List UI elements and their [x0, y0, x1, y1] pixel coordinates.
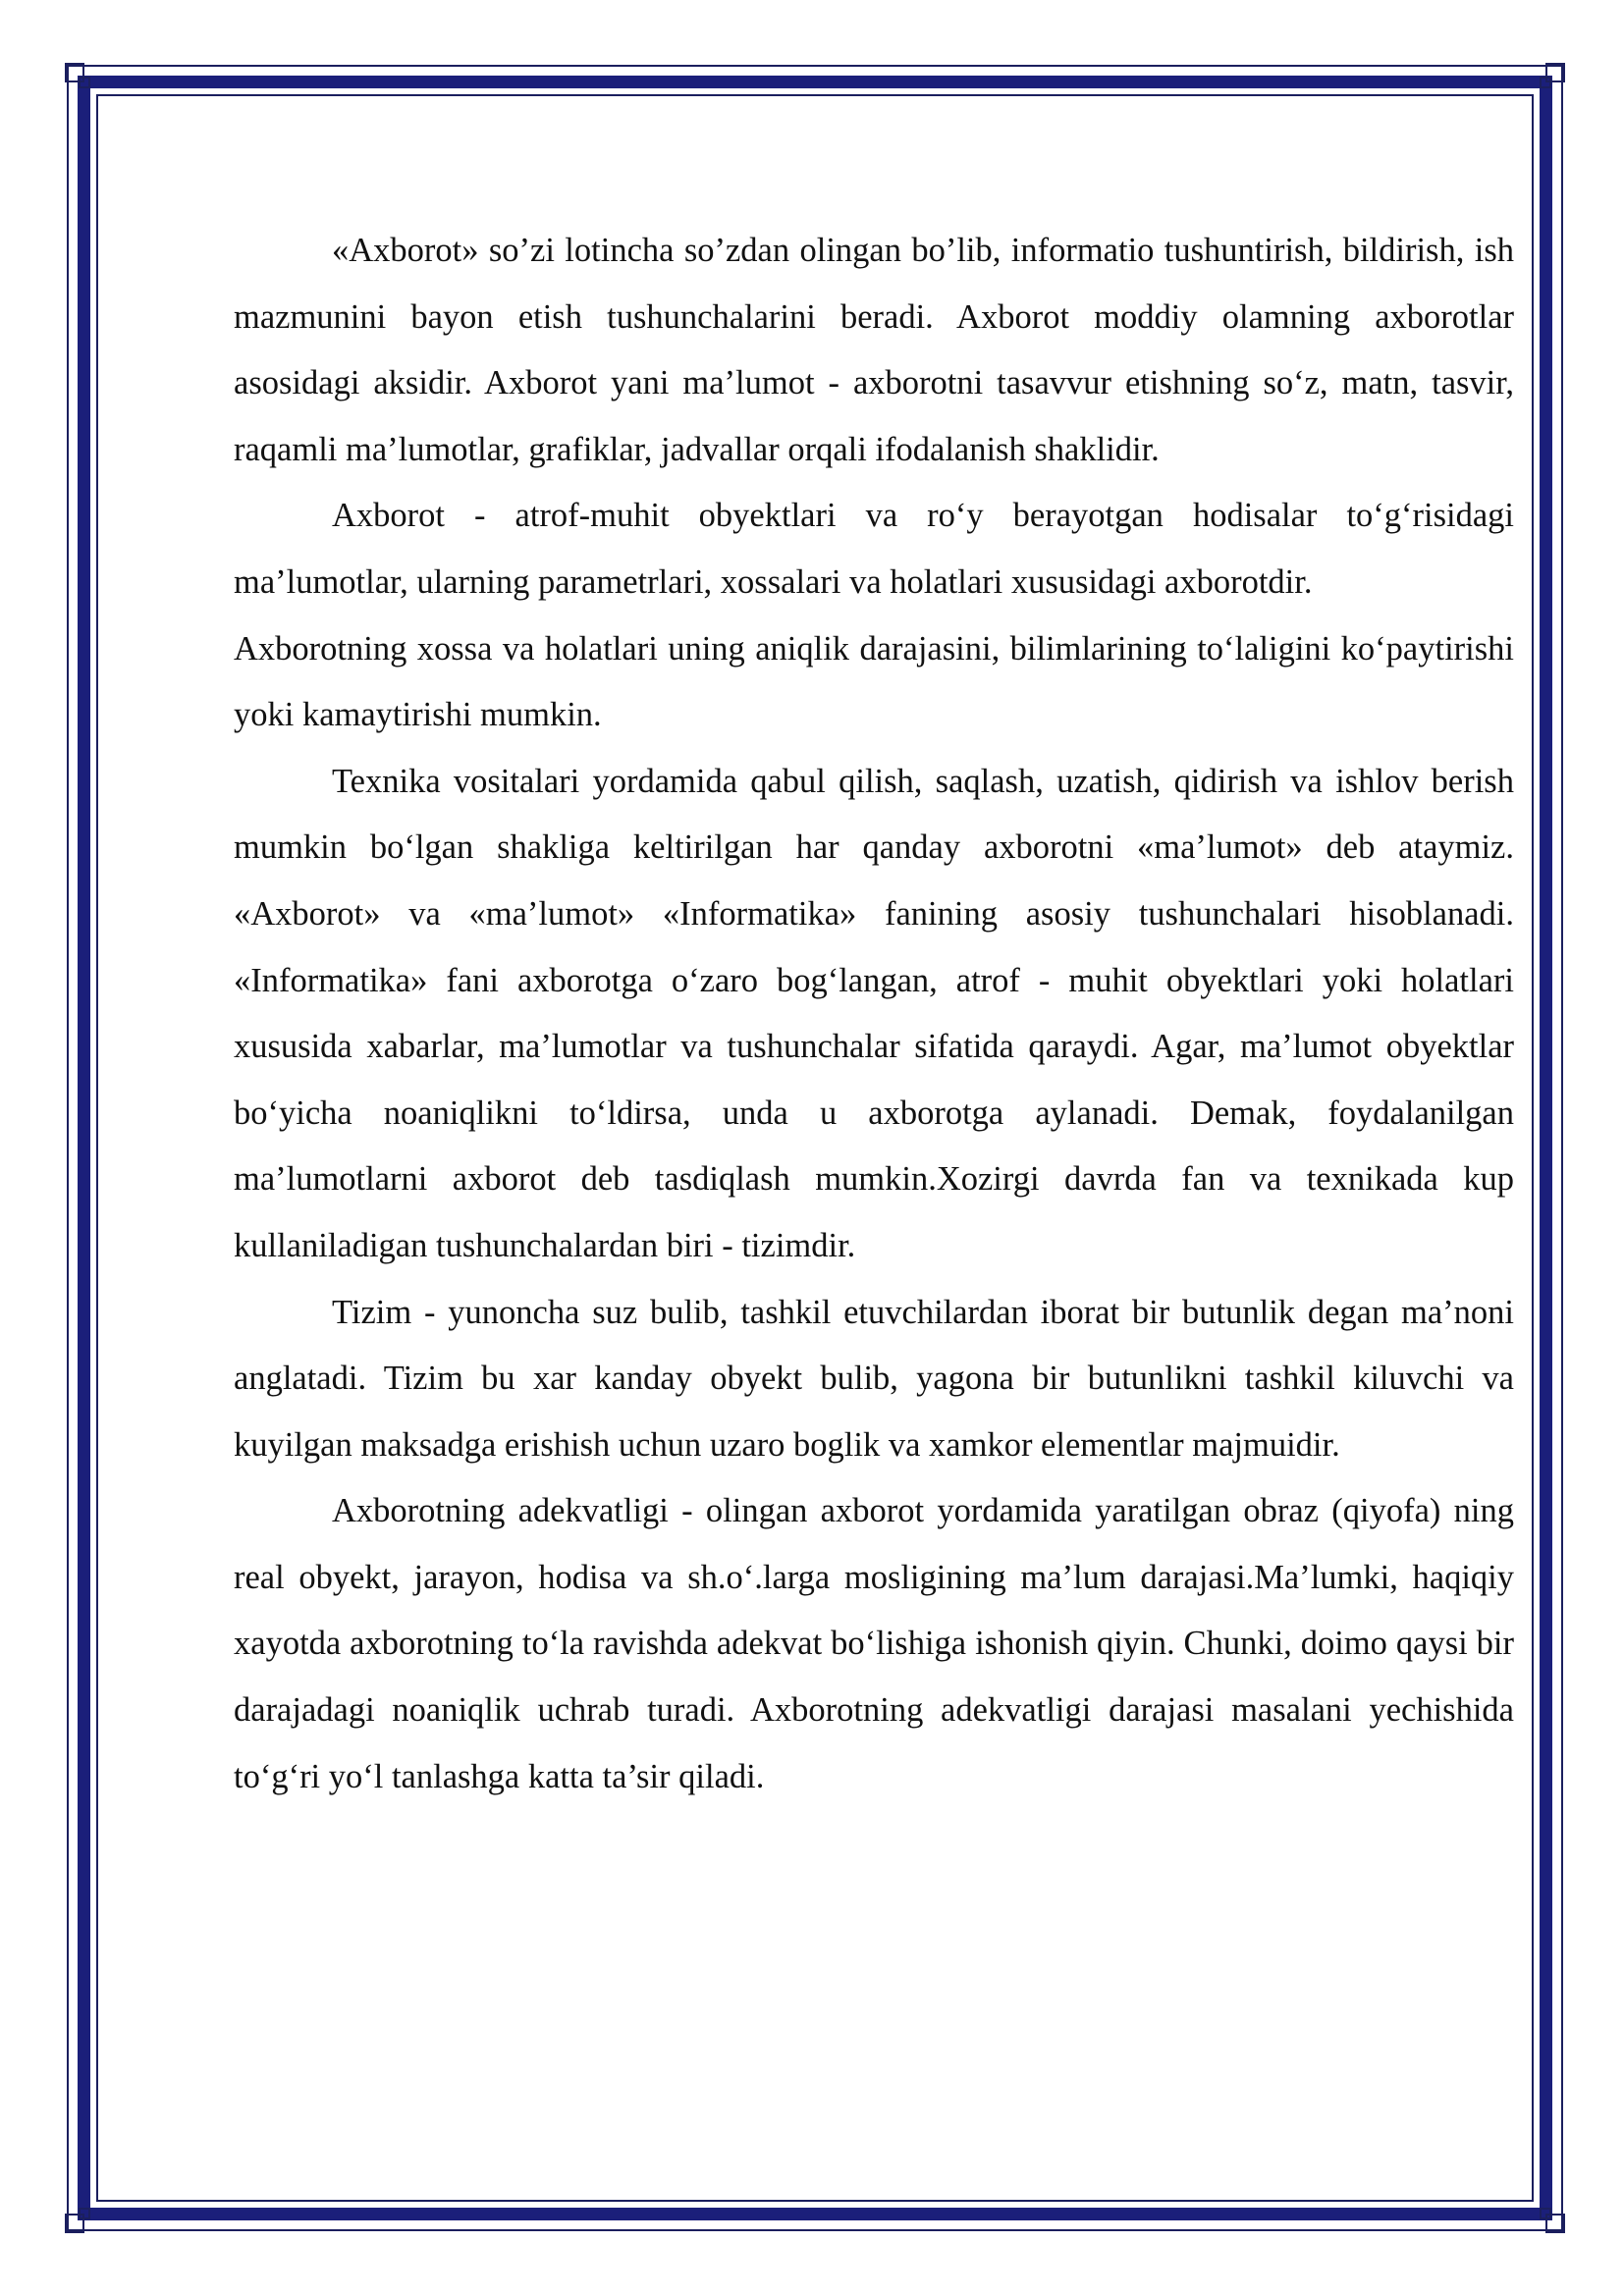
- corner-ornament-top-left: [65, 63, 98, 96]
- paragraph: Axborot - atrof-muhit obyektlari va ro‘y berayotgan hodisalar to‘g‘risidagi ma’lumotlar, ularning parametrlari, xossalari va holatlari xususidagi axborotdir.: [234, 497, 1514, 601]
- paragraph: Axborotning adekvatligi - olingan axborot yordamida yaratilgan obraz (qiyofa) ning real obyekt, jarayon, hodisa va sh.o‘.larga mosligining ma’lum darajasi.Ma’lumki, haqiqiy xayotda axborotning to‘la ravishda adekvat bo‘lishiga ishonish qiyin. Chunki, doimo qaysi bir darajadagi noaniqlik uchrab turadi. Axborotning adekvatligi darajasi masalani yechishida to‘g‘ri yo‘l tanlashga katta ta’sir qiladi.: [234, 1492, 1514, 1795]
- paragraph: «Axborot» so’zi lotincha so’zdan olingan bo’lib, informatio tushuntirish, bildirish, ish mazmunini bayon etish tushunchalarini beradi. Axborot moddiy olamning axborotlar asosidagi aksidir. Axborot yani ma’lumot - axborotni tasavvur etishning so‘z, matn, tasvir, raqamli ma’lumotlar, grafiklar, jadvallar orqali ifodalanish shaklidir.: [234, 232, 1514, 468]
- paragraph: Texnika vositalari yordamida qabul qilish, saqlash, uzatish, qidirish va ishlov berish mumkin bo‘lgan shakliga keltirilgan har qanday axborotni «ma’lumot» deb ataymiz. «Axborot» va «ma’lumot» «Informatika» fanining asosiy tushunchalari hisoblanadi. «Informatika» fani axborotga o‘zaro bog‘langan, atrof - muhit obyektlari yoki holatlari xususida xabarlar, ma’lumotlar va tushunchalar sifatida qaraydi. Agar, ma’lumot obyektlar bo‘yicha noaniqlikni to‘ldirsa, unda u axborotga aylanadi. Demak, foydalanilgan ma’lumotlarni axborot deb tasdiqlash mumkin.Xozirgi davrda fan va texnikada kup kullaniladigan tushunchalardan biri - tizimdir.: [234, 762, 1514, 1264]
- corner-ornament-bottom-left: [65, 2200, 98, 2233]
- document-body: [234, 218, 1514, 1810]
- corner-ornament-top-right: [1532, 63, 1565, 96]
- paragraph: Axborotning xossa va holatlari uning aniqlik darajasini, bilimlarining to‘laligini ko‘paytirishi yoki kamaytirishi mumkin.: [234, 629, 1514, 734]
- paragraph: Tizim - yunoncha suz bulib, tashkil etuvchilardan iborat bir butunlik degan ma’noni anglatadi. Tizim bu xar kanday obyekt bulib, yagona bir butunlikni tashkil kiluvchi va kuyilgan maksadga erishish uchun uzaro boglik va xamkor elementlar majmuidir.: [234, 1293, 1514, 1464]
- corner-ornament-bottom-right: [1532, 2200, 1565, 2233]
